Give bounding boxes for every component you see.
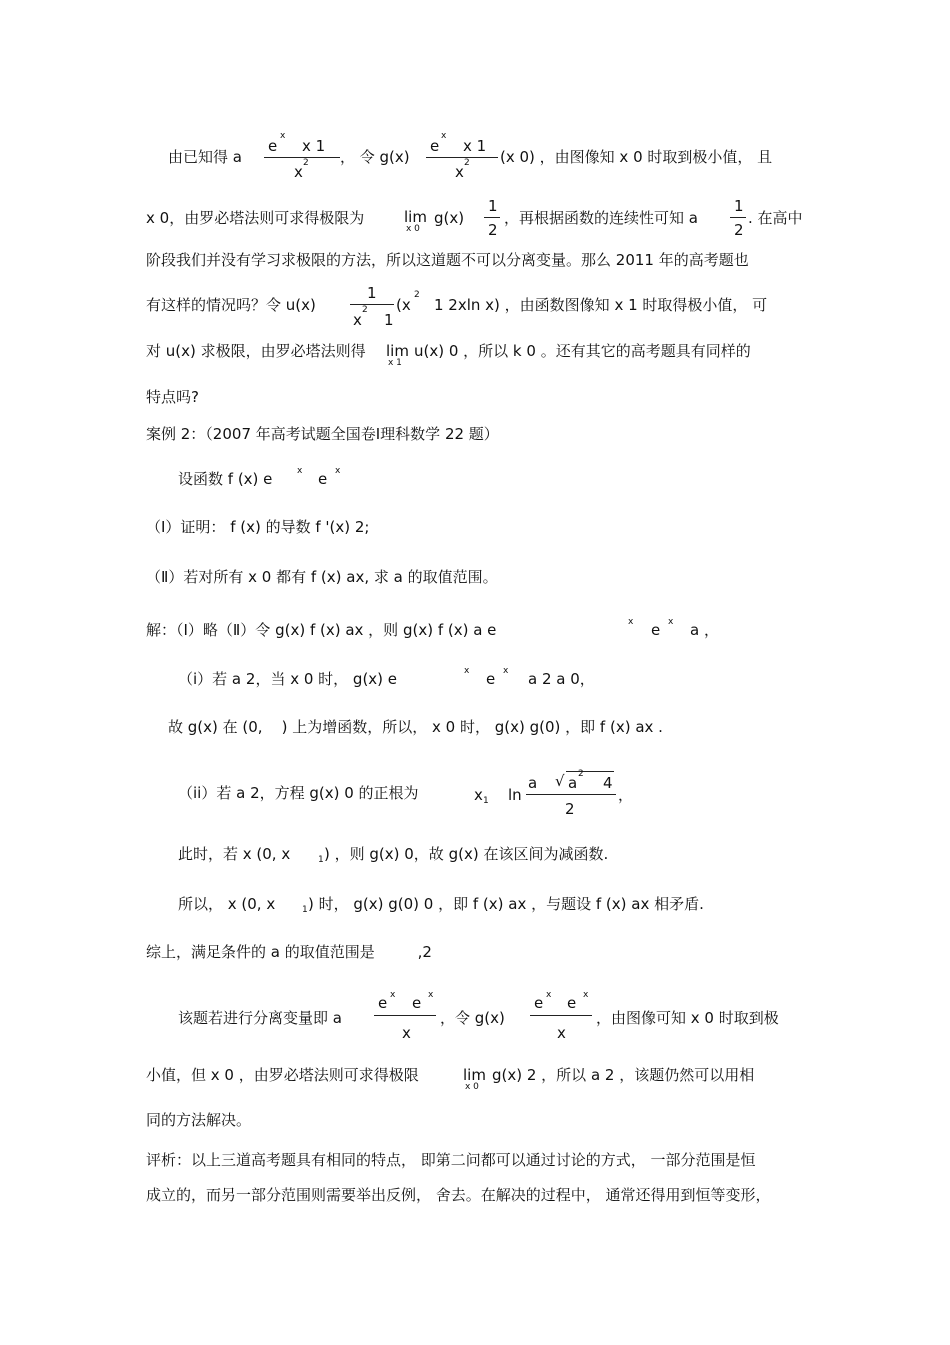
- text-line: e: [318, 470, 328, 488]
- text-line: 该题若进行分离变量即 a: [178, 1009, 342, 1027]
- text-line: ， 令 g(x): [340, 148, 410, 166]
- superscript: x: [297, 466, 303, 476]
- superscript: 2: [414, 290, 420, 300]
- fraction-numerator: 4: [603, 774, 613, 792]
- superscript: 2: [303, 158, 309, 168]
- fraction-bar: [350, 304, 394, 305]
- limit-symbol: lim: [386, 342, 409, 360]
- superscript: x: [546, 990, 552, 1000]
- limit-symbol: lim: [463, 1066, 486, 1084]
- fraction-bar: [264, 157, 340, 158]
- text-line: x 0，由罗必塔法则可求得极限为: [146, 209, 365, 227]
- fraction-bar: [530, 1015, 592, 1016]
- text-line: ，再根据函数的连续性可知 a: [504, 209, 698, 227]
- variable: x: [474, 786, 483, 804]
- fraction-denominator: x: [294, 163, 303, 181]
- case-i-conclusion: 故 g(x) 在 (0, ) 上为增函数，所以， x 0 时， g(x) g(0) ，即 f (x) ax .: [168, 718, 663, 736]
- case-ii-line: 此时，若 x (0, x: [178, 845, 291, 863]
- superscript: x: [668, 617, 674, 627]
- text-line: 1 2xln x) ，由函数图像知 x 1 时取得极小值， 可: [434, 296, 768, 314]
- subscript: 1: [483, 796, 489, 806]
- text-line: (x: [396, 296, 411, 314]
- subscript: 1: [318, 855, 324, 865]
- case-ii-line: 所以， x (0, x: [178, 895, 276, 913]
- superscript: x: [390, 990, 396, 1000]
- superscript: 2: [362, 305, 368, 315]
- function-expr: g(x): [434, 209, 465, 227]
- superscript: x: [335, 466, 341, 476]
- fraction-denominator: 2: [565, 800, 575, 818]
- fraction-numerator: e: [430, 137, 440, 155]
- superscript: x: [441, 131, 447, 141]
- question-2: （Ⅱ）若对所有 x 0 都有 f (x) ax, 求 a 的取值范围。: [146, 568, 498, 586]
- solution-line: e: [651, 621, 661, 639]
- fraction-bar: [526, 794, 616, 795]
- fraction-numerator: a: [568, 774, 578, 792]
- case-i-line: （i）若 a 2，当 x 0 时， g(x) e: [178, 670, 398, 688]
- case-ii-line: （ii）若 a 2，方程 g(x) 0 的正根为: [178, 784, 419, 802]
- superscript: x: [583, 990, 589, 1000]
- text-line: ，令 g(x): [440, 1009, 505, 1027]
- fraction-bar: [484, 217, 500, 218]
- sqrt-bar: [566, 771, 614, 772]
- limit-subscript: x 0: [406, 224, 420, 234]
- text-line: 特点吗?: [146, 388, 199, 406]
- limit-symbol: lim: [404, 208, 427, 226]
- fraction-numerator: e: [567, 994, 577, 1012]
- fraction-denominator: x: [557, 1024, 566, 1042]
- case-i-line: e: [486, 670, 496, 688]
- text-line: g(x) 2 ，所以 a 2 ，该题仍然可以用相: [492, 1066, 755, 1084]
- superscript: x: [464, 666, 470, 676]
- fraction-numerator: 1: [734, 197, 744, 215]
- text-line: (x 0) ，由图像知 x 0 时取到极小值， 且: [500, 148, 773, 166]
- superscript: 2: [464, 158, 470, 168]
- fraction-numerator: 1: [367, 284, 377, 302]
- text-line: 小值，但 x 0 ，由罗必塔法则可求得极限: [146, 1066, 419, 1084]
- solution-line: a ，: [690, 621, 719, 639]
- fraction-denominator: 1: [384, 311, 394, 329]
- text-line: 设函数 f (x) e: [178, 470, 273, 488]
- case-ii-line: ) 时， g(x) g(0) 0 ，即 f (x) ax ，与题设 f (x) ax 相矛盾.: [308, 895, 704, 913]
- fraction-numerator: x 1: [463, 137, 487, 155]
- fraction-numerator: e: [534, 994, 544, 1012]
- superscript: x: [628, 617, 634, 627]
- superscript: 2: [578, 769, 584, 779]
- fraction-bar: [374, 1015, 436, 1016]
- superscript: x: [280, 131, 286, 141]
- text-line: 同的方法解决。: [146, 1111, 252, 1129]
- fraction-denominator: 2: [734, 221, 744, 239]
- commentary-line: 评析：以上三道高考题具有相同的特点， 即第二问都可以通过讨论的方式， 一部分范围是恒: [146, 1151, 756, 1169]
- commentary-line: 成立的，而另一部分范围则需要举出反例， 舍去。在解决的过程中， 通常还得用到恒等变形，: [146, 1186, 771, 1204]
- limit-subscript: x 1: [388, 358, 402, 368]
- sqrt-symbol: √: [555, 772, 565, 790]
- function-expr: ln: [508, 786, 522, 804]
- case-i-line: a 2 a 0，: [528, 670, 595, 688]
- fraction-numerator: a: [528, 774, 538, 792]
- text-line: ，由图像可知 x 0 时取到极: [596, 1009, 779, 1027]
- fraction-bar: [730, 217, 746, 218]
- fraction-numerator: e: [268, 137, 278, 155]
- case-heading: 案例 2：（2007 年高考试题全国卷Ⅰ理科数学 22 题）: [146, 425, 499, 443]
- fraction-numerator: e: [412, 994, 422, 1012]
- question-1: （Ⅰ）证明： f (x) 的导数 f '(x) 2;: [146, 518, 370, 536]
- text-line: 有这样的情况吗？令 u(x): [146, 296, 316, 314]
- fraction-numerator: 1: [488, 197, 498, 215]
- conclusion: 综上，满足条件的 a 的取值范围是 ,2: [146, 943, 432, 961]
- fraction-denominator: x: [402, 1024, 411, 1042]
- fraction-bar: [426, 157, 498, 158]
- text-line: 由已知得 a: [168, 148, 242, 166]
- case-ii-line: ) ，则 g(x) 0，故 g(x) 在该区间为减函数.: [324, 845, 609, 863]
- limit-subscript: x 0: [465, 1082, 479, 1092]
- superscript: x: [428, 990, 434, 1000]
- fraction-denominator: x: [455, 163, 464, 181]
- fraction-numerator: x 1: [302, 137, 326, 155]
- solution-line: 解：（Ⅰ）略（Ⅱ）令 g(x) f (x) ax ，则 g(x) f (x) a e: [146, 621, 497, 639]
- text-line: 对 u(x) 求极限，由罗必塔法则得: [146, 342, 366, 360]
- text-line: u(x) 0 ，所以 k 0 。还有其它的高考题具有同样的: [414, 342, 751, 360]
- superscript: x: [503, 666, 509, 676]
- text-line: . 在高中: [748, 209, 803, 227]
- fraction-denominator: x: [353, 311, 362, 329]
- text-line: ，: [618, 786, 634, 804]
- subscript: 1: [302, 905, 308, 915]
- text-line: 阶段我们并没有学习求极限的方法，所以这道题不可以分离变量。那么 2011 年的高考题也: [146, 251, 749, 269]
- fraction-numerator: e: [378, 994, 388, 1012]
- fraction-denominator: 2: [488, 221, 498, 239]
